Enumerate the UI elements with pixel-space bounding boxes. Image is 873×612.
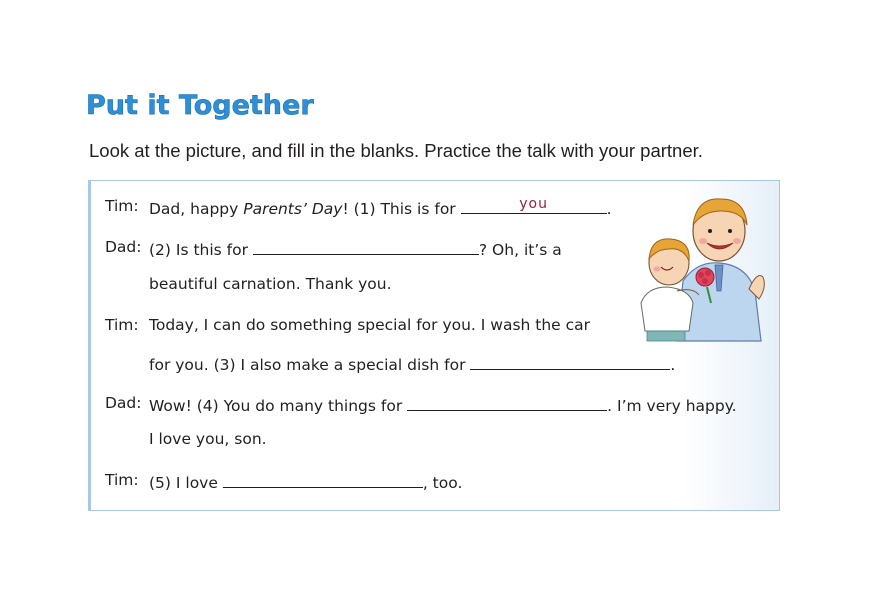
speaker-label: Dad: <box>105 394 142 412</box>
dad-and-son-illustration <box>637 191 767 341</box>
line-text: ! (1) This is for <box>342 200 461 218</box>
line-end: ? Oh, it’s a <box>478 241 562 259</box>
speaker-label: Tim: <box>105 197 139 215</box>
line-text: Today, I can do something special for you. I wash the car <box>149 316 591 334</box>
line-text: I love you, son. <box>149 430 267 448</box>
line-end: . <box>670 356 676 374</box>
line-text: beautiful carnation. Thank you. <box>149 275 392 293</box>
line-end: . I’m very happy. <box>607 397 737 415</box>
line-end: . <box>606 200 612 218</box>
line-text: Dad, happy <box>149 200 244 218</box>
blank-3[interactable] <box>470 353 670 370</box>
line-end: , too. <box>422 474 463 492</box>
blank-4[interactable] <box>407 394 607 411</box>
line-text: Wow! (4) You do many things for <box>149 397 408 415</box>
logo-text: Put it Together <box>86 90 314 121</box>
speaker-label: Tim: <box>105 471 139 489</box>
blank-5[interactable] <box>223 471 423 488</box>
speaker-label: Dad: <box>105 238 142 256</box>
emphasis-text: Parents’ Day <box>243 200 343 218</box>
line-text: for you. (3) I also make a special dish for <box>149 356 471 374</box>
speaker-label: Tim: <box>105 316 139 334</box>
line-text: (2) Is this for <box>149 241 253 259</box>
line-text: (5) I love <box>149 474 223 492</box>
instruction-text: Look at the picture, and fill in the blanks. Practice the talk with your partner. <box>89 140 703 161</box>
blank-2[interactable] <box>253 238 479 255</box>
logo <box>86 86 314 126</box>
blank-1[interactable] <box>461 197 607 214</box>
answer-text: you <box>519 196 548 212</box>
put-it-together-logo <box>86 86 314 126</box>
dialogue-box <box>88 180 780 511</box>
